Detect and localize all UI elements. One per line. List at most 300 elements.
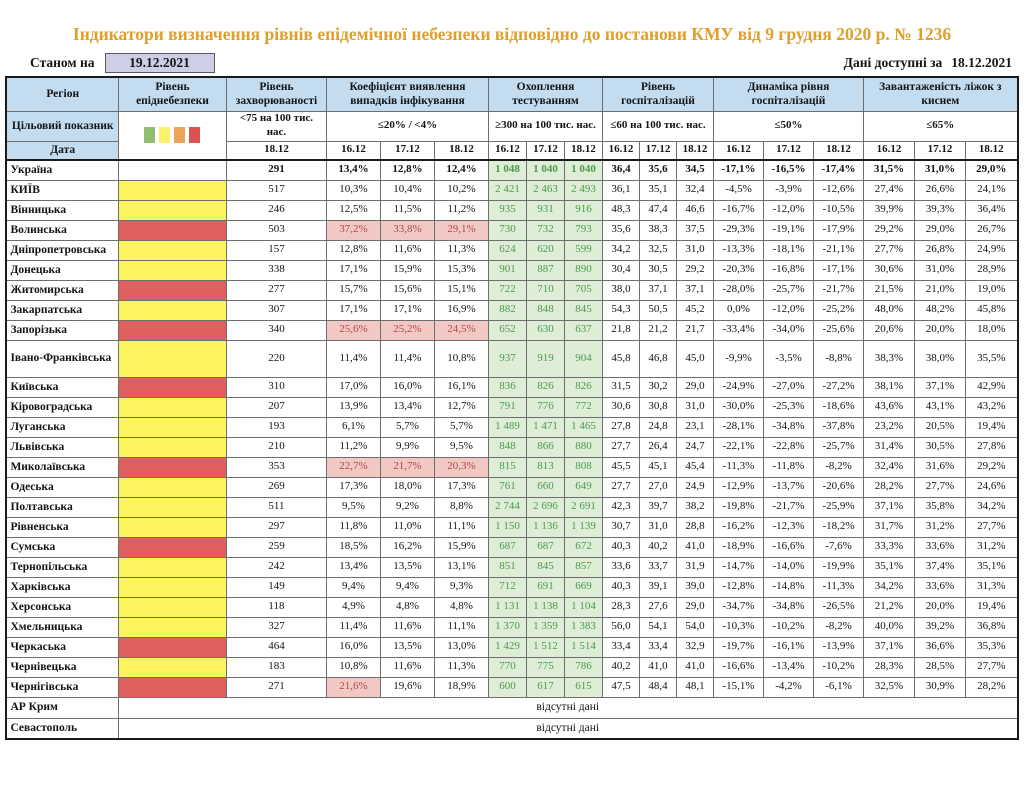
- oxygen-beds-cell: 33,3%: [864, 537, 915, 557]
- date-cell: 17.12: [380, 141, 434, 160]
- hospitalization-cell: 33,6: [603, 557, 640, 577]
- oxygen-beds-cell: 36,4%: [966, 200, 1018, 220]
- hospitalization-cell: 24,9: [677, 477, 714, 497]
- oxygen-beds-cell: 21,2%: [864, 597, 915, 617]
- incidence-cell: 340: [226, 320, 326, 340]
- hospitalization-dynamics-cell: -21,1%: [814, 240, 864, 260]
- detection-cell: 17,3%: [434, 477, 488, 497]
- col-header-hospitalization: Рівень госпіталізацій: [603, 77, 714, 111]
- region-name: Київська: [6, 377, 118, 397]
- incidence-cell: 246: [226, 200, 326, 220]
- hospitalization-cell: 45,5: [603, 457, 640, 477]
- incidence-cell: 310: [226, 377, 326, 397]
- oxygen-beds-cell: 20,6%: [864, 320, 915, 340]
- oxygen-beds-cell: 19,4%: [966, 417, 1018, 437]
- detection-cell: 11,4%: [326, 340, 380, 377]
- detection-cell: 15,9%: [380, 260, 434, 280]
- table-row: [6, 220, 1017, 240]
- detection-cell: 4,8%: [434, 597, 488, 617]
- testing-cell: 786: [564, 657, 602, 677]
- detection-cell: 11,5%: [380, 200, 434, 220]
- table-row: [6, 677, 1017, 697]
- testing-cell: 866: [526, 437, 564, 457]
- hospitalization-cell: 30,5: [640, 260, 677, 280]
- region-name: Чернівецька: [6, 657, 118, 677]
- detection-cell: 17,0%: [326, 377, 380, 397]
- hospitalization-cell: 40,2: [640, 537, 677, 557]
- oxygen-beds-cell: 24,1%: [966, 180, 1018, 200]
- hospitalization-cell: 30,7: [603, 517, 640, 537]
- detection-cell: 18,0%: [380, 477, 434, 497]
- date-cell: 16.12: [603, 141, 640, 160]
- hospitalization-cell: 41,0: [640, 657, 677, 677]
- oxygen-beds-cell: 39,2%: [915, 617, 966, 637]
- testing-cell: 826: [564, 377, 602, 397]
- region-name: Севастополь: [6, 718, 118, 739]
- hospitalization-cell: 38,3: [640, 220, 677, 240]
- date-cell: 16.12: [864, 141, 915, 160]
- hospitalization-dynamics-cell: -26,5%: [814, 597, 864, 617]
- oxygen-beds-cell: 33,6%: [915, 577, 966, 597]
- oxygen-beds-cell: 28,9%: [966, 260, 1018, 280]
- incidence-cell: 118: [226, 597, 326, 617]
- oxygen-beds-cell: 35,5%: [966, 340, 1018, 377]
- oxygen-beds-cell: 48,2%: [915, 300, 966, 320]
- testing-cell: 660: [526, 477, 564, 497]
- testing-cell: 710: [526, 280, 564, 300]
- hospitalization-dynamics-cell: -13,4%: [764, 657, 814, 677]
- incidence-cell: 220: [226, 340, 326, 377]
- incidence-cell: 193: [226, 417, 326, 437]
- detection-cell: 16,9%: [434, 300, 488, 320]
- detection-cell: 4,9%: [326, 597, 380, 617]
- oxygen-beds-cell: 27,7%: [966, 657, 1018, 677]
- detection-cell: 25,6%: [326, 320, 380, 340]
- detection-cell: 16,2%: [380, 537, 434, 557]
- hospitalization-dynamics-cell: -19,9%: [814, 557, 864, 577]
- target-detection: ≤20% / <4%: [326, 111, 488, 141]
- hospitalization-cell: 39,0: [677, 577, 714, 597]
- detection-cell: 18,9%: [434, 677, 488, 697]
- detection-cell: 12,8%: [326, 240, 380, 260]
- hospitalization-dynamics-cell: -21,7%: [814, 280, 864, 300]
- region-name: Хмельницька: [6, 617, 118, 637]
- hospitalization-cell: 56,0: [603, 617, 640, 637]
- testing-cell: 2 463: [526, 180, 564, 200]
- testing-cell: 2 421: [488, 180, 526, 200]
- detection-cell: 12,7%: [434, 397, 488, 417]
- hospitalization-dynamics-cell: -14,0%: [764, 557, 814, 577]
- hospitalization-cell: 46,6: [677, 200, 714, 220]
- target-hospitalization: ≤60 на 100 тис. нас.: [603, 111, 714, 141]
- hospitalization-cell: 41,0: [677, 657, 714, 677]
- region-name: Сумська: [6, 537, 118, 557]
- incidence-cell: 503: [226, 220, 326, 240]
- region-name: Херсонська: [6, 597, 118, 617]
- incidence-cell: 307: [226, 300, 326, 320]
- detection-cell: 21,7%: [380, 457, 434, 477]
- oxygen-beds-cell: 18,0%: [966, 320, 1018, 340]
- detection-cell: 13,0%: [434, 637, 488, 657]
- hospitalization-dynamics-cell: -15,1%: [714, 677, 764, 697]
- hospitalization-cell: 41,0: [677, 537, 714, 557]
- table-row: [6, 377, 1017, 397]
- hospitalization-cell: 37,1: [640, 280, 677, 300]
- detection-cell: 10,3%: [326, 180, 380, 200]
- hospitalization-dynamics-cell: -12,8%: [714, 577, 764, 597]
- epidemic-level-cell: [118, 180, 226, 200]
- oxygen-beds-cell: 24,6%: [966, 477, 1018, 497]
- hospitalization-cell: 40,3: [603, 577, 640, 597]
- detection-cell: 13,9%: [326, 397, 380, 417]
- detection-cell: 11,1%: [434, 617, 488, 637]
- hospitalization-cell: 38,0: [603, 280, 640, 300]
- incidence-cell: 327: [226, 617, 326, 637]
- detection-cell: 11,6%: [380, 617, 434, 637]
- testing-cell: 687: [488, 537, 526, 557]
- detection-cell: 25,2%: [380, 320, 434, 340]
- hospitalization-dynamics-cell: -6,1%: [814, 677, 864, 697]
- target-testing: ≥300 на 100 тис. нас.: [488, 111, 602, 141]
- hospitalization-dynamics-cell: -13,9%: [814, 637, 864, 657]
- hospitalization-cell: 45,8: [603, 340, 640, 377]
- detection-cell: 16,1%: [434, 377, 488, 397]
- testing-cell: 935: [488, 200, 526, 220]
- detection-cell: 13,4%: [326, 557, 380, 577]
- oxygen-beds-cell: 37,1%: [864, 497, 915, 517]
- incidence-cell: 464: [226, 637, 326, 657]
- hospitalization-dynamics-cell: -27,0%: [764, 377, 814, 397]
- oxygen-beds-cell: 34,2%: [966, 497, 1018, 517]
- level-swatch-orange: [174, 127, 185, 143]
- hospitalization-dynamics-cell: -16,1%: [764, 637, 814, 657]
- oxygen-beds-cell: 26,7%: [966, 220, 1018, 240]
- epidemic-level-cell: [118, 320, 226, 340]
- hospitalization-dynamics-cell: -4,5%: [714, 180, 764, 200]
- detection-cell: 15,1%: [434, 280, 488, 300]
- table-row: [6, 457, 1017, 477]
- date-cell: 18.12: [564, 141, 602, 160]
- level-swatch-green: [144, 127, 155, 143]
- oxygen-beds-cell: 31,2%: [915, 517, 966, 537]
- detection-cell: 13,5%: [380, 557, 434, 577]
- incidence-cell: 242: [226, 557, 326, 577]
- hospitalization-dynamics-cell: -8,8%: [814, 340, 864, 377]
- epidemic-level-cell: [118, 577, 226, 597]
- hospitalization-dynamics-cell: -17,4%: [814, 160, 864, 180]
- testing-cell: 845: [564, 300, 602, 320]
- testing-cell: 808: [564, 457, 602, 477]
- testing-cell: 916: [564, 200, 602, 220]
- testing-cell: 2 744: [488, 497, 526, 517]
- hospitalization-cell: 45,2: [677, 300, 714, 320]
- oxygen-beds-cell: 29,2%: [966, 457, 1018, 477]
- hospitalization-dynamics-cell: -17,1%: [714, 160, 764, 180]
- region-name: АР Крим: [6, 697, 118, 718]
- incidence-cell: 338: [226, 260, 326, 280]
- hospitalization-dynamics-cell: -22,1%: [714, 437, 764, 457]
- hospitalization-cell: 34,5: [677, 160, 714, 180]
- region-name: Чернігівська: [6, 677, 118, 697]
- detection-cell: 11,6%: [380, 240, 434, 260]
- region-name: Рівненська: [6, 517, 118, 537]
- region-name: Дніпропетровська: [6, 240, 118, 260]
- testing-cell: 761: [488, 477, 526, 497]
- hospitalization-dynamics-cell: -19,8%: [714, 497, 764, 517]
- oxygen-beds-cell: 39,9%: [864, 200, 915, 220]
- detection-cell: 9,4%: [326, 577, 380, 597]
- oxygen-beds-cell: 19,4%: [966, 597, 1018, 617]
- oxygen-beds-cell: 43,2%: [966, 397, 1018, 417]
- oxygen-beds-cell: 29,0%: [966, 160, 1018, 180]
- hospitalization-dynamics-cell: -29,3%: [714, 220, 764, 240]
- hospitalization-cell: 21,2: [640, 320, 677, 340]
- hospitalization-dynamics-cell: -28,1%: [714, 417, 764, 437]
- oxygen-beds-cell: 32,4%: [864, 457, 915, 477]
- table-row: [6, 260, 1017, 280]
- testing-cell: 1 131: [488, 597, 526, 617]
- epidemic-level-cell: [118, 240, 226, 260]
- detection-cell: 16,0%: [380, 377, 434, 397]
- hospitalization-cell: 30,6: [603, 397, 640, 417]
- detection-cell: 4,8%: [380, 597, 434, 617]
- no-data-cell: відсутні дані: [118, 697, 1017, 718]
- date-cell: 18.12: [434, 141, 488, 160]
- table-row: [6, 517, 1017, 537]
- hospitalization-dynamics-cell: -34,7%: [714, 597, 764, 617]
- hospitalization-cell: 29,2: [677, 260, 714, 280]
- region-name: КИЇВ: [6, 180, 118, 200]
- oxygen-beds-cell: 31,0%: [915, 260, 966, 280]
- hospitalization-dynamics-cell: -13,3%: [714, 240, 764, 260]
- testing-cell: 851: [488, 557, 526, 577]
- table-row: [6, 497, 1017, 517]
- oxygen-beds-cell: 20,5%: [915, 417, 966, 437]
- detection-cell: 9,9%: [380, 437, 434, 457]
- testing-cell: 904: [564, 340, 602, 377]
- col-header-testing: Охоплення тестуванням: [488, 77, 602, 111]
- hospitalization-dynamics-cell: -12,9%: [714, 477, 764, 497]
- date-cell: 17.12: [640, 141, 677, 160]
- detection-cell: 21,6%: [326, 677, 380, 697]
- detection-cell: 22,7%: [326, 457, 380, 477]
- testing-cell: 776: [526, 397, 564, 417]
- hospitalization-dynamics-cell: -34,0%: [764, 320, 814, 340]
- epidemic-level-cell: [118, 417, 226, 437]
- oxygen-beds-cell: 38,1%: [864, 377, 915, 397]
- region-name: Львівська: [6, 437, 118, 457]
- hospitalization-cell: 35,1: [640, 180, 677, 200]
- oxygen-beds-cell: 31,7%: [864, 517, 915, 537]
- oxygen-beds-cell: 35,1%: [864, 557, 915, 577]
- hospitalization-dynamics-cell: -24,9%: [714, 377, 764, 397]
- detection-cell: 13,5%: [380, 637, 434, 657]
- testing-cell: 848: [526, 300, 564, 320]
- oxygen-beds-cell: 31,3%: [966, 577, 1018, 597]
- detection-cell: 15,9%: [434, 537, 488, 557]
- testing-cell: 1 136: [526, 517, 564, 537]
- hospitalization-dynamics-cell: -25,6%: [814, 320, 864, 340]
- detection-cell: 11,6%: [380, 657, 434, 677]
- epidemic-level-cell: [118, 557, 226, 577]
- detection-cell: 9,4%: [380, 577, 434, 597]
- oxygen-beds-cell: 37,1%: [864, 637, 915, 657]
- hospitalization-dynamics-cell: -22,8%: [764, 437, 814, 457]
- hospitalization-cell: 45,4: [677, 457, 714, 477]
- detection-cell: 11,0%: [380, 517, 434, 537]
- hospitalization-cell: 27,6: [640, 597, 677, 617]
- hospitalization-cell: 27,7: [603, 477, 640, 497]
- hospitalization-cell: 54,1: [640, 617, 677, 637]
- hospitalization-dynamics-cell: -18,2%: [814, 517, 864, 537]
- target-dynamics: ≤50%: [714, 111, 864, 141]
- region-name: Вінницька: [6, 200, 118, 220]
- detection-cell: 11,4%: [380, 340, 434, 377]
- hospitalization-cell: 27,0: [640, 477, 677, 497]
- testing-cell: 652: [488, 320, 526, 340]
- oxygen-beds-cell: 30,9%: [915, 677, 966, 697]
- row-header-date: Дата: [6, 141, 118, 160]
- testing-cell: 705: [564, 280, 602, 300]
- date-cell: 18.12: [226, 141, 326, 160]
- region-name: Донецька: [6, 260, 118, 280]
- testing-cell: 1 370: [488, 617, 526, 637]
- testing-cell: 1 048: [488, 160, 526, 180]
- hospitalization-dynamics-cell: 0,0%: [714, 300, 764, 320]
- hospitalization-cell: 45,0: [677, 340, 714, 377]
- detection-cell: 10,8%: [326, 657, 380, 677]
- detection-cell: 12,5%: [326, 200, 380, 220]
- page-title: Індикатори визначення рівнів епідемічної небезпеки відповідно до постанови КМУ від 9 грудня 2020 р. № 1236: [72, 24, 952, 44]
- testing-cell: 722: [488, 280, 526, 300]
- testing-cell: 617: [526, 677, 564, 697]
- oxygen-beds-cell: 36,8%: [966, 617, 1018, 637]
- oxygen-beds-cell: 33,6%: [915, 537, 966, 557]
- epidemic-level-cell: [118, 220, 226, 240]
- testing-cell: 1 104: [564, 597, 602, 617]
- testing-cell: 599: [564, 240, 602, 260]
- hospitalization-cell: 39,1: [640, 577, 677, 597]
- epidemic-level-cell: [118, 597, 226, 617]
- row-header-target: Цільовий показник: [6, 111, 118, 141]
- hospitalization-cell: 33,4: [603, 637, 640, 657]
- hospitalization-cell: 31,0: [677, 397, 714, 417]
- table-row-no-data: [6, 718, 1017, 739]
- level-swatch-yellow: [159, 127, 170, 143]
- region-name: Україна: [6, 160, 118, 180]
- hospitalization-dynamics-cell: -25,2%: [814, 300, 864, 320]
- hospitalization-cell: 21,8: [603, 320, 640, 340]
- detection-cell: 12,8%: [380, 160, 434, 180]
- col-header-region: Регіон: [6, 77, 118, 111]
- hospitalization-cell: 21,7: [677, 320, 714, 340]
- oxygen-beds-cell: 37,1%: [915, 377, 966, 397]
- oxygen-beds-cell: 19,0%: [966, 280, 1018, 300]
- date-cell: 18.12: [677, 141, 714, 160]
- hospitalization-cell: 29,0: [677, 377, 714, 397]
- hospitalization-dynamics-cell: -12,0%: [764, 300, 814, 320]
- hospitalization-cell: 32,5: [640, 240, 677, 260]
- hospitalization-cell: 33,4: [640, 637, 677, 657]
- hospitalization-cell: 30,2: [640, 377, 677, 397]
- epidemic-level-cell: [118, 637, 226, 657]
- testing-cell: 1 139: [564, 517, 602, 537]
- testing-cell: 890: [564, 260, 602, 280]
- hospitalization-dynamics-cell: -18,9%: [714, 537, 764, 557]
- col-header-level: Рівень епіднебезпеки: [118, 77, 226, 111]
- detection-cell: 10,2%: [434, 180, 488, 200]
- hospitalization-dynamics-cell: -14,8%: [764, 577, 814, 597]
- hospitalization-cell: 39,7: [640, 497, 677, 517]
- no-data-cell: відсутні дані: [118, 718, 1017, 739]
- hospitalization-cell: 46,8: [640, 340, 677, 377]
- hospitalization-cell: 45,1: [640, 457, 677, 477]
- table-row: [6, 617, 1017, 637]
- testing-cell: 1 471: [526, 417, 564, 437]
- epidemic-level-cell: [118, 260, 226, 280]
- testing-cell: 624: [488, 240, 526, 260]
- incidence-cell: 183: [226, 657, 326, 677]
- hospitalization-dynamics-cell: -10,2%: [764, 617, 814, 637]
- hospitalization-dynamics-cell: -11,3%: [814, 577, 864, 597]
- hospitalization-dynamics-cell: -18,6%: [814, 397, 864, 417]
- oxygen-beds-cell: 35,1%: [966, 557, 1018, 577]
- hospitalization-cell: 23,1: [677, 417, 714, 437]
- hospitalization-cell: 32,4: [677, 180, 714, 200]
- hospitalization-cell: 31,9: [677, 557, 714, 577]
- hospitalization-dynamics-cell: -3,5%: [764, 340, 814, 377]
- hospitalization-cell: 47,4: [640, 200, 677, 220]
- oxygen-beds-cell: 45,8%: [966, 300, 1018, 320]
- hospitalization-cell: 31,0: [677, 240, 714, 260]
- hospitalization-dynamics-cell: -20,6%: [814, 477, 864, 497]
- hospitalization-dynamics-cell: -12,3%: [764, 517, 814, 537]
- hospitalization-dynamics-cell: -25,3%: [764, 397, 814, 417]
- region-name: Івано-Франківська: [6, 340, 118, 377]
- hospitalization-dynamics-cell: -16,6%: [714, 657, 764, 677]
- region-name: Тернопільська: [6, 557, 118, 577]
- hospitalization-dynamics-cell: -16,2%: [714, 517, 764, 537]
- hospitalization-dynamics-cell: -37,8%: [814, 417, 864, 437]
- detection-cell: 9,2%: [380, 497, 434, 517]
- oxygen-beds-cell: 28,2%: [966, 677, 1018, 697]
- hospitalization-dynamics-cell: -4,2%: [764, 677, 814, 697]
- testing-cell: 1 512: [526, 637, 564, 657]
- oxygen-beds-cell: 27,7%: [915, 477, 966, 497]
- hospitalization-dynamics-cell: -12,0%: [764, 200, 814, 220]
- epidemic-level-cell: [118, 280, 226, 300]
- testing-cell: 1 429: [488, 637, 526, 657]
- detection-cell: 37,2%: [326, 220, 380, 240]
- oxygen-beds-cell: 48,0%: [864, 300, 915, 320]
- detection-cell: 5,7%: [380, 417, 434, 437]
- epidemic-level-cell: [118, 397, 226, 417]
- hospitalization-cell: 47,5: [603, 677, 640, 697]
- table-row: [6, 280, 1017, 300]
- testing-cell: 669: [564, 577, 602, 597]
- oxygen-beds-cell: 20,0%: [915, 320, 966, 340]
- hospitalization-dynamics-cell: -14,7%: [714, 557, 764, 577]
- hospitalization-cell: 36,4: [603, 160, 640, 180]
- epidemic-level-cell: [118, 497, 226, 517]
- incidence-cell: 157: [226, 240, 326, 260]
- oxygen-beds-cell: 28,2%: [864, 477, 915, 497]
- hospitalization-cell: 35,6: [603, 220, 640, 240]
- oxygen-beds-cell: 30,6%: [864, 260, 915, 280]
- incidence-cell: 291: [226, 160, 326, 180]
- region-name: Волинська: [6, 220, 118, 240]
- table-row: [6, 577, 1017, 597]
